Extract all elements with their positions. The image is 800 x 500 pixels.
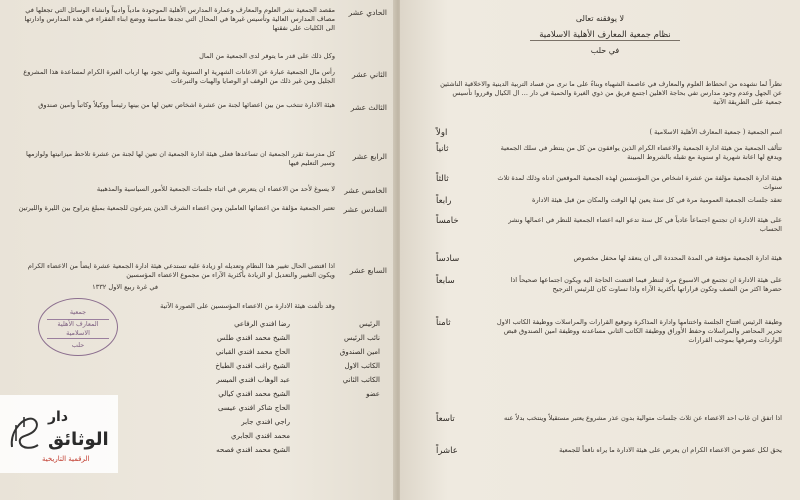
article-label: اولاً [436, 128, 448, 138]
article-text: على هيئة الادارة ان تجتمع اجتماعاً عادياً في كل سنة تدعو اليه اعضاء الجمعية للنظر في اعمالها ونشر الحساب [508, 216, 782, 233]
officer-role: امين الصندوق [339, 348, 380, 356]
officer-role: عضو [366, 390, 380, 398]
article-11-note: وكل ذلك على قدر ما يتوفر لدى الجمعية من المال [199, 52, 335, 60]
article-label: سادساً [436, 254, 460, 264]
article-16-text: تعتبر الجمعية مؤلفة من اعضائها العاملين ومن اعضاء الشرف الذين يتبرعون للجمعية بمبلغ يتراوح بين الليرة والليرتين [18, 204, 335, 212]
left-page [0, 0, 395, 500]
article-margin-labels [337, 0, 387, 290]
article-15-text: لا يسوغ لأحد من الاعضاء ان يتعرض في اثناء جلسات الجمعية للأمور السياسية والمذهبية [96, 185, 335, 193]
margin-label: السادس عشر [343, 205, 387, 214]
officer-name: الشيخ محمد افندي كيالي [218, 390, 290, 398]
article-label: ثامناً [436, 318, 451, 328]
officer-name: الحاج شاكر افندي عيسى [217, 404, 290, 412]
officer-role: الكاتب الاول [344, 362, 380, 370]
watermark-line2: الوثائق [48, 429, 109, 450]
officer-role: الرئيس [359, 320, 380, 328]
officer-name: رضا افندي الرفاعي [234, 320, 290, 328]
article-17-text: اذا اقتضى الحال تغيير هذا النظام وتعديله او زيادة عليه تستدعي هيئة ادارة الجمعية عشرة ايضاً من الاعضاء الكرام ويكون التغيير والتعديل او الزيادة بأكثرية الآراء من مجموع الاعضاء المؤسسين [27, 262, 335, 279]
officers-header: وقد تألفت هيئة الادارة من الاعضاء المؤسسين على الصورة الآتية [160, 302, 335, 310]
article-text: على هيئة الادارة ان تجتمع في الاسبوع مرة لتنظر فيما اقتضت الحاجة اليه ويكون اجتماعها صحيحاً اذا حضرها اكثر من النصف وتكون قراراتها بأكثرية الآراء واذا تساوت كان للرئيس الترجيح [510, 276, 782, 293]
article-text: تعقد جلسات الجمعية العمومية مرة في كل سنة يعين لها الوقت والمكان من قبل هيئة الادارة [532, 196, 782, 204]
margin-label: الرابع عشر [352, 152, 387, 161]
article-label: ثانياً [436, 144, 449, 154]
stamp-bottom: حلب [71, 341, 85, 349]
margin-label: الحادي عشر [348, 8, 387, 17]
document-title: نظام جمعية المعارف الأهلية الاسلامية [530, 30, 680, 41]
article-label: ثالثاً [436, 174, 449, 184]
officer-name: الشيخ محمد افندي فصحه [216, 446, 290, 454]
officer-name: محمد افندي الجابري [230, 432, 290, 440]
stamp-top: جمعية [69, 308, 87, 316]
article-13-text: هيئة الادارة تنتخب من بين اعضائها لجنة من عشرة اشخاص تعين لها من بينها رئيساً ووكيلاً وكاتباً وامين صندوق [38, 101, 335, 109]
article-label: عاشراً [436, 446, 458, 456]
document-intro: نظراً لما نشهده من انحطاط العلوم والمعارف في عاصمة الشهباء وبناءً على ما نرى من فساد التربية الدينية والاخلاقية الناشئين عن الجهل وعدم وجود مدارس تفي بحاجة الاهلين اجتمع فريق من ذوي الغيرة والحمية في دار ... ال الكيال وقرروا تأسيس جمعية على الطريقة الآتية [440, 80, 782, 106]
article-text: يحق لكل عضو من الاعضاء الكرام ان يعرض على هيئة الادارة ما يراه نافعاً للجمعية [559, 446, 782, 454]
officer-role: الكاتب الثاني [342, 376, 380, 384]
date-line: في غرة ربيع الاول ١٣٣٢ [92, 283, 158, 291]
article-label: خامساً [436, 216, 459, 226]
margin-label: الثالث عشر [350, 103, 387, 112]
article-text: هيئة ادارة الجمعية مؤلفة من عشرة اشخاص من المؤسسين لهذه الجمعية الموقعين ادناه وذلك لمدة ثلاث سنوات [497, 174, 782, 191]
margin-label: السابع عشر [349, 266, 387, 275]
officer-name: الحاج محمد افندي القباني [215, 348, 290, 356]
officer-name: راجي افندي جابر [241, 418, 290, 426]
article-12-text: رأس مال الجمعية عبارة عن الاعانات الشهرية او السنوية والتي تجود بها ارباب الغيرة الكرام لمساعدة هذا المشروع الجليل ومن غير ذلك من الوقف او الوصايا والهبات والتبرعات [23, 68, 335, 85]
article-text: وظيفة الرئيس افتتاح الجلسة واختتامها وادارة المذاكرة وتوقيع القرارات والمراسلات ووظيفة الكاتب الاول تحرير المحاضر والمراسلات وحفظ الأوراق ووظيفة الكاتب الثاني مساعدته ووظيفة امين الصندوق قبض الواردات وصرفها بموجب القرارات [496, 318, 782, 344]
article-label: تاسعاً [436, 414, 455, 424]
article-11-text: مقصد الجمعية نشر العلوم والمعارف وعمارة المدارس الأهلية الموجودة مادياً وادبياً وانشاء الوسائل التي تجعلها في مصاف المدارس العالية وتأسيس غيرها في المحال التي تجدها مناسبة ووضع ابناء الفقراء في هذه المدارس وادارتها الى الكليات على نفقتها [24, 6, 335, 32]
watermark-line3: الرقمية التاريخية [42, 455, 90, 463]
article-text: اذا اتفق ان غاب احد الاعضاء عن ثلاث جلسات متوالية بدون عذر مشروع يعتبر مستقيلاً وينتخب بدلاً عنه [504, 414, 782, 422]
margin-label: الثاني عشر [352, 70, 387, 79]
association-stamp [38, 298, 118, 356]
officer-role: نائب الرئيس [343, 334, 380, 342]
officer-name: عبد الوهاب افندي الميسر [216, 376, 290, 384]
archive-watermark [0, 395, 118, 473]
officer-name: الشيخ راغب افندي الطباخ [215, 362, 290, 370]
article-label: رابعاً [436, 196, 452, 206]
document-subtitle: في حلب [590, 46, 620, 55]
watermark-line1: دار [48, 409, 69, 425]
stamp-middle: المعارف الأهلية الاسلامية [47, 319, 109, 339]
article-label: سابعاً [436, 276, 455, 286]
right-page [400, 0, 800, 500]
article-text: هيئة ادارة الجمعية مؤقتة في المدة المحددة الى ان ينعقد لها محفل مخصوص [573, 254, 782, 262]
article-14-text: كل مدرسة تقرر الجمعية ان تساعدها فعلى هيئة ادارة الجمعية ان تعين لها لجنة من عشرة تلاحظ ميزانيتها ولوازمها وسير التعليم فيها [25, 150, 335, 167]
article-text: اسم الجمعية ( جمعية المعارف الأهلية الاسلامية ) [649, 128, 782, 136]
officer-name: الشيخ محمد افندي طلس [217, 334, 290, 342]
calligraphy-logo-icon [6, 413, 44, 455]
margin-label: الخامس عشر [344, 186, 387, 195]
article-text: تتألف الجمعية من هيئة ادارة الجمعية والاعضاء الكرام الذين يوافقون من كل من ينتظر في سلك الجمعية ويدفع لها اعانة شهرية او سنوية مع تقبله بالشروط المبينة [500, 144, 782, 161]
invocation-line: لا يوفقنه تعالى [575, 14, 625, 23]
